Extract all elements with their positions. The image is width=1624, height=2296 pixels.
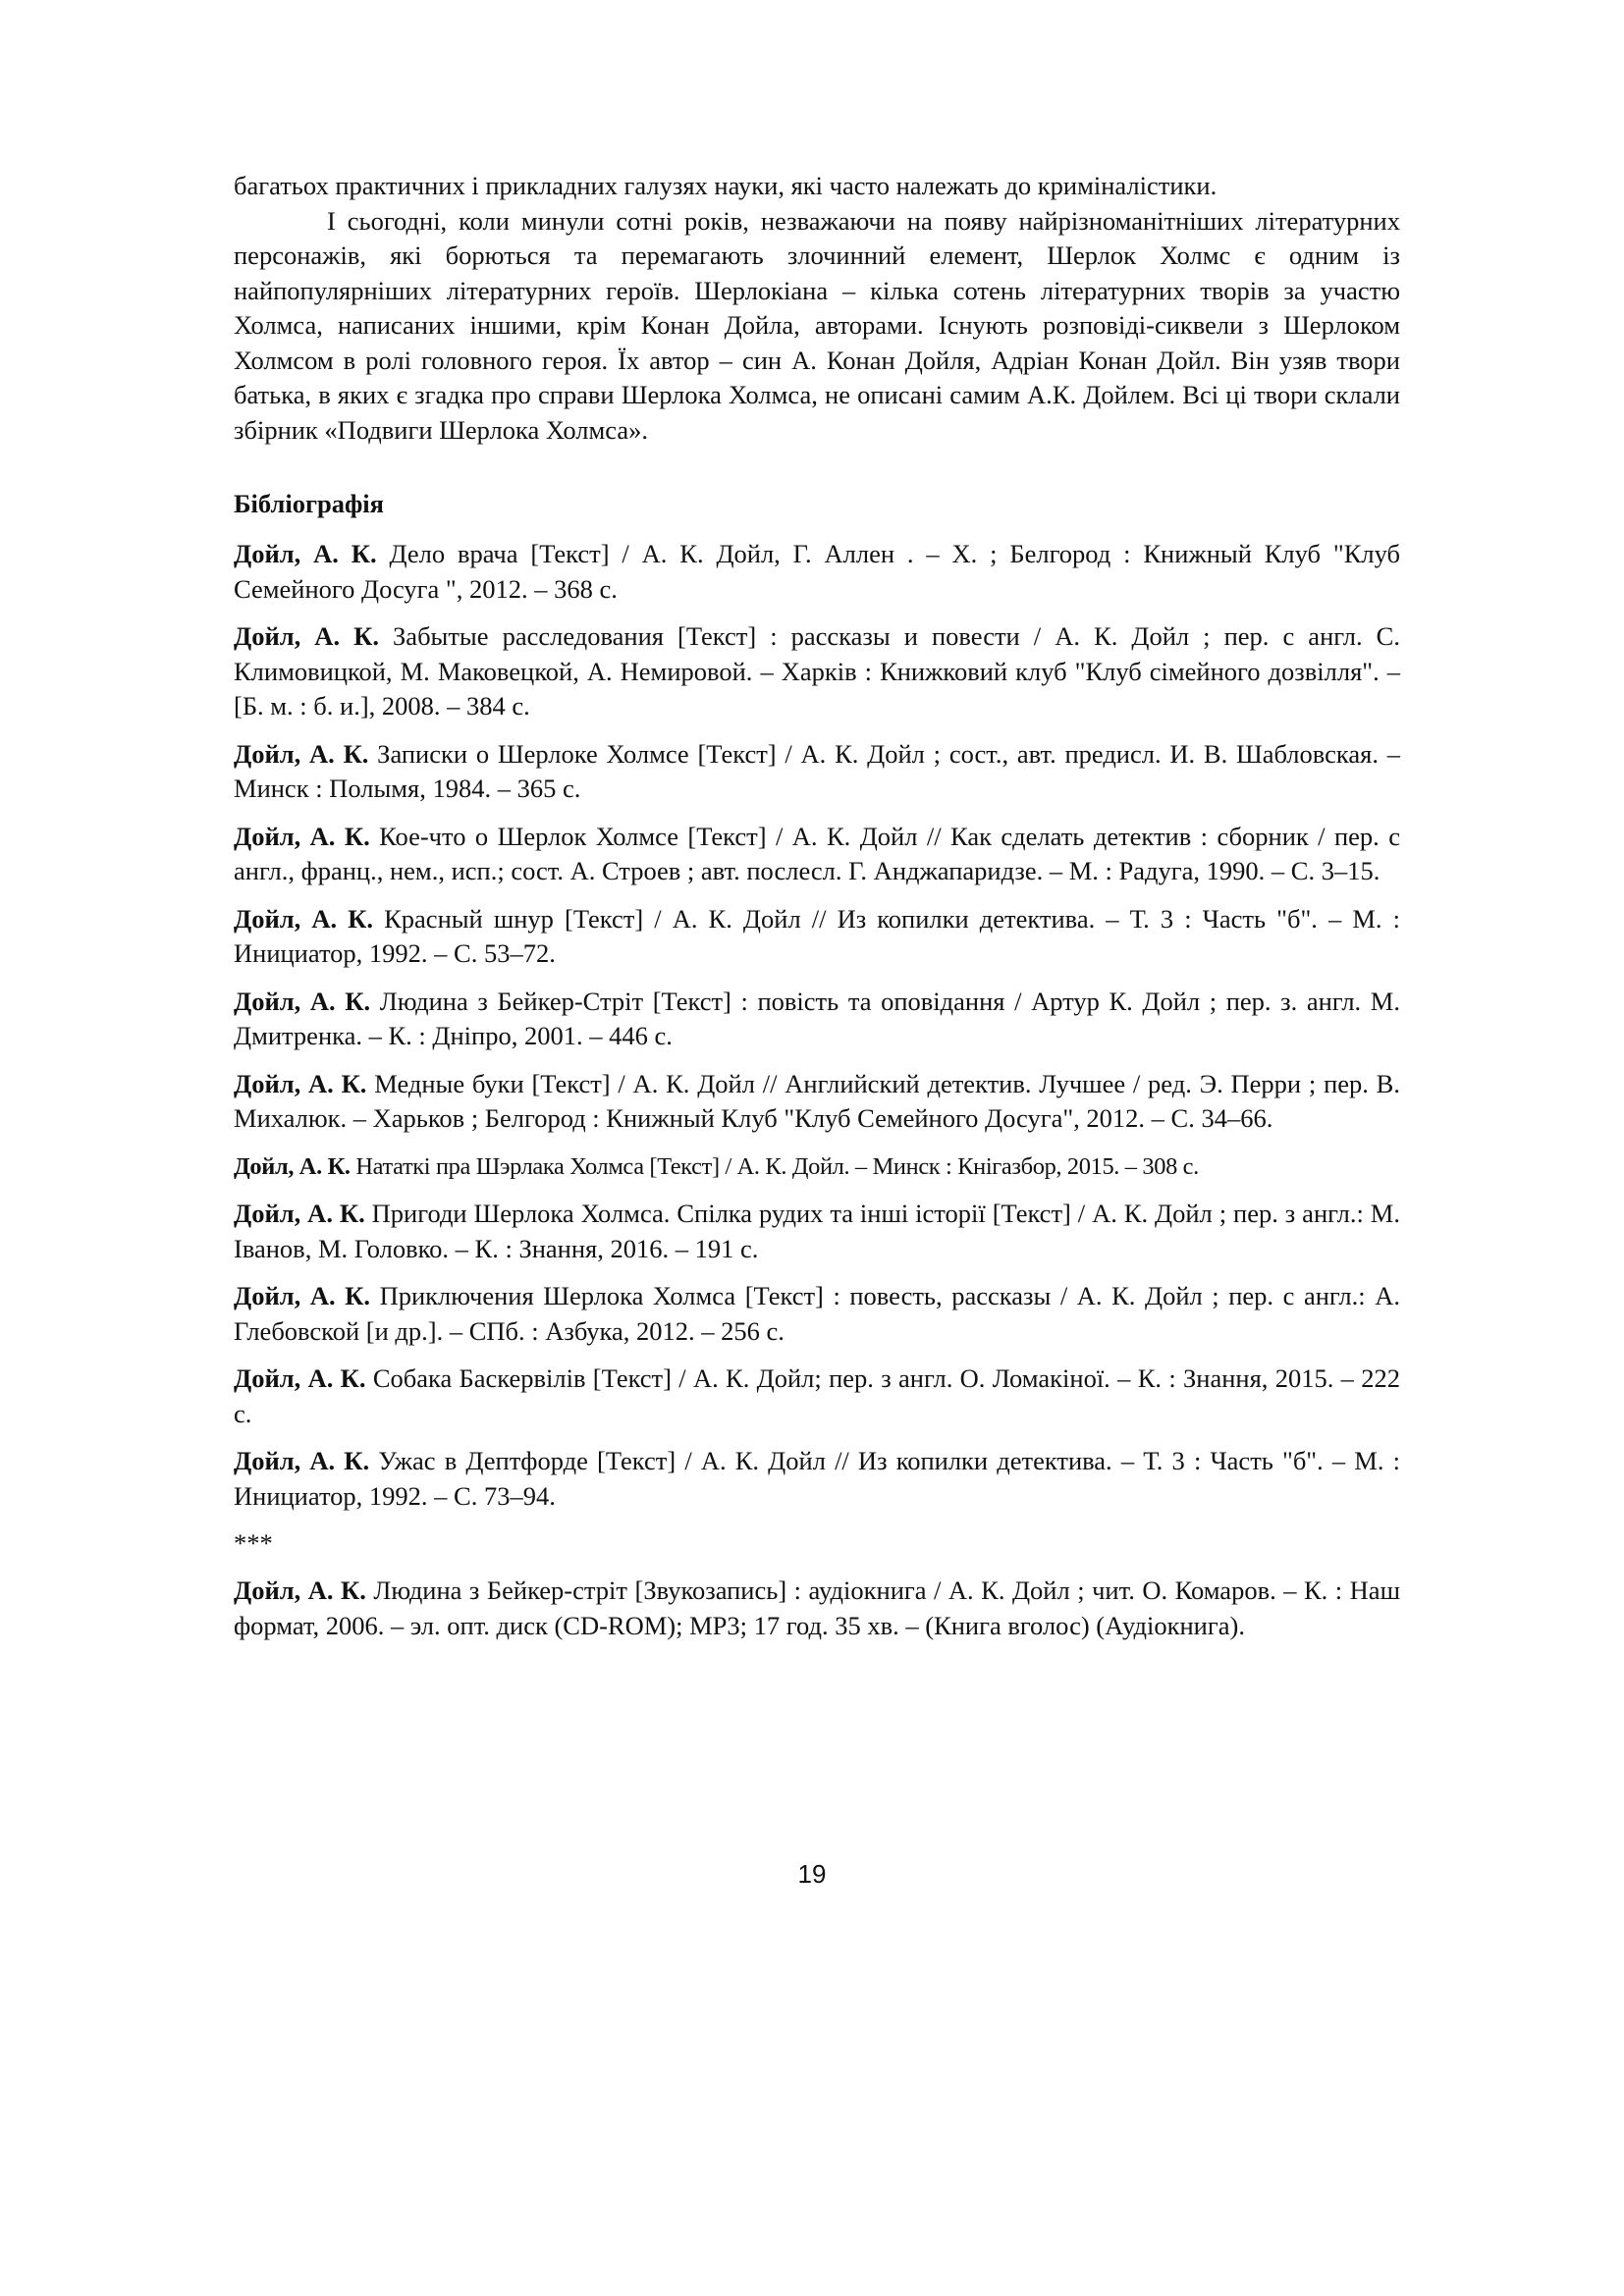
entry-text: Людина з Бейкер-стріт [Звукозапись] : аудіокнига / А. К. Дойл ; чит. О. Комаров. – К. : Наш формат, 2006. – эл. опт. диск (CD-ROM); MP3; 17 год. 35 хв. – (Книга вголос) (Аудіокнига). <box>234 1575 1400 1640</box>
entry-text: Собака Баскервілів [Текст] / А. К. Дойл; пер. з англ. О. Ломакіної. – К. : Знання, 2015. – 222 с. <box>234 1363 1400 1428</box>
page-content <box>234 169 1400 1656</box>
bibliography-list <box>234 537 1400 1643</box>
intro-paragraph-continuation: багатьох практичних і прикладних галузях науки, які часто належать до криміналістики. <box>234 171 1218 200</box>
entry-author: Дойл, А. К. <box>234 1446 370 1475</box>
entry-author: Дойл, А. К. <box>234 1199 365 1228</box>
entry-author: Дойл, А. К. <box>234 1281 370 1310</box>
entry-author: Дойл, А. К. <box>234 986 371 1016</box>
bibliography-heading: Бібліографія <box>234 489 385 518</box>
bibliography-entry <box>234 1149 1400 1185</box>
page-number: 19 <box>797 1859 827 1889</box>
intro-paragraph: І сьогодні, коли минули сотні років, незважаючи на появу найрізноманітніших літературних персонажів, які борються та перемагають злочинний елемент, Шерлок Холмс є одним із найпопулярніших літературних героїв. Шерлокіана – кілька сотень літературних творів за участю Холмса, написаних іншими, крім Конан Дойла, авторами. Існують розповіді-сиквели з Шерлоком Холмсом в ролі головного героя. Їх автор – син А. Конан Дойля, Адріан Конан Дойл. Він узяв твори батька, в яких є згадка про справи Шерлока Холмса, не описані самим А.К. Дойлем. Всі ці твори склали збірник «Подвиги Шерлока Холмса». <box>234 205 1400 445</box>
entry-author: Дойл, А. К. <box>234 1068 367 1098</box>
bibliography-entry <box>234 537 1400 607</box>
bibliography-entry <box>234 1362 1400 1431</box>
bibliography-entry <box>234 1197 1400 1266</box>
entry-text: Нататкі пра Шэрлака Холмса [Текст] / А. К. Дойл. – Минск : Кнігазбор, 2015. – 308 с. <box>350 1152 1199 1180</box>
entry-author: Дойл, А. К. <box>234 821 370 851</box>
entry-author: Дойл, А. К. <box>234 1152 351 1180</box>
bibliography-entry <box>234 902 1400 972</box>
bibliography-entry <box>234 820 1400 889</box>
section-separator: *** <box>234 1528 273 1558</box>
entry-author: Дойл, А. К. <box>234 738 369 769</box>
bibliography-entry <box>234 1067 1400 1137</box>
audio-bibliography-entry <box>234 1574 1400 1643</box>
entry-text: Записки о Шерлоке Холмсе [Текст] / А. К. Дойл ; сост., авт. предисл. И. В. Шабловская. – Минск : Полымя, 1984. – 365 с. <box>234 738 1400 803</box>
bibliography-entry <box>234 737 1400 807</box>
entry-text: Медные буки [Текст] / А. К. Дойл // Английский детектив. Лучшее / ред. Э. Перри ; пер. В. Михалюк. – Харьков ; Белгород : Книжный Клуб "Клуб Семейного Досуга", 2012. – С. 34–66. <box>234 1068 1400 1133</box>
entry-text: Кое-что о Шерлок Холмсе [Текст] / А. К. Дойл // Как сделать детектив : сборник / пер. с англ., франц., нем., исп.; сост. А. Строев ; авт. послесл. Г. Анджапаридзе. – М. : Радуга, 1990. – С. 3–15. <box>234 821 1400 885</box>
entry-author: Дойл, А. К. <box>234 1575 366 1605</box>
bibliography-entry <box>234 985 1400 1054</box>
entry-author: Дойл, А. К. <box>234 903 374 934</box>
entry-text: Людина з Бейкер-Стріт [Текст] : повість та оповідання / Артур К. Дойл ; пер. з. англ. М. Дмитренка. – К. : Дніпро, 2001. – 446 с. <box>234 986 1400 1050</box>
bibliography-entry <box>234 619 1400 724</box>
entry-author: Дойл, А. К. <box>234 621 379 651</box>
bibliography-entry <box>234 1279 1400 1349</box>
entry-text: Приключения Шерлока Холмса [Текст] : повесть, рассказы / А. К. Дойл ; пер. с англ.: А. Глебовской [и др.]. – СПб. : Азбука, 2012. – 256 с. <box>234 1281 1400 1346</box>
entry-author: Дойл, А. К. <box>234 539 377 568</box>
entry-text: Дело врача [Текст] / А. К. Дойл, Г. Аллен . – Х. ; Белгород : Книжный Клуб "Клуб Семейного Досуга ", 2012. – 368 с. <box>234 539 1400 604</box>
entry-text: Красный шнур [Текст] / А. К. Дойл // Из копилки детектива. – Т. 3 : Часть "б". – М. : Инициатор, 1992. – С. 53–72. <box>234 903 1400 968</box>
entry-text: Забытые расследования [Текст] : рассказы и повести / А. К. Дойл ; пер. с англ. С. Климовицкой, М. Маковецкой, А. Немировой. – Харків : Книжковий клуб "Клуб сімейного дозвілля". – [Б. м. : б. и.], 2008. – 384 с. <box>234 621 1400 721</box>
entry-author: Дойл, А. К. <box>234 1363 366 1393</box>
entry-text: Ужас в Дептфорде [Текст] / А. К. Дойл // Из копилки детектива. – Т. 3 : Часть "б". – М. : Инициатор, 1992. – С. 73–94. <box>234 1446 1400 1511</box>
bibliography-entry <box>234 1444 1400 1514</box>
entry-text: Пригоди Шерлока Холмса. Спілка рудих та інші історії [Текст] / А. К. Дойл ; пер. з англ.: М. Іванов, М. Головко. – К. : Знання, 2016. – 191 с. <box>234 1199 1400 1263</box>
